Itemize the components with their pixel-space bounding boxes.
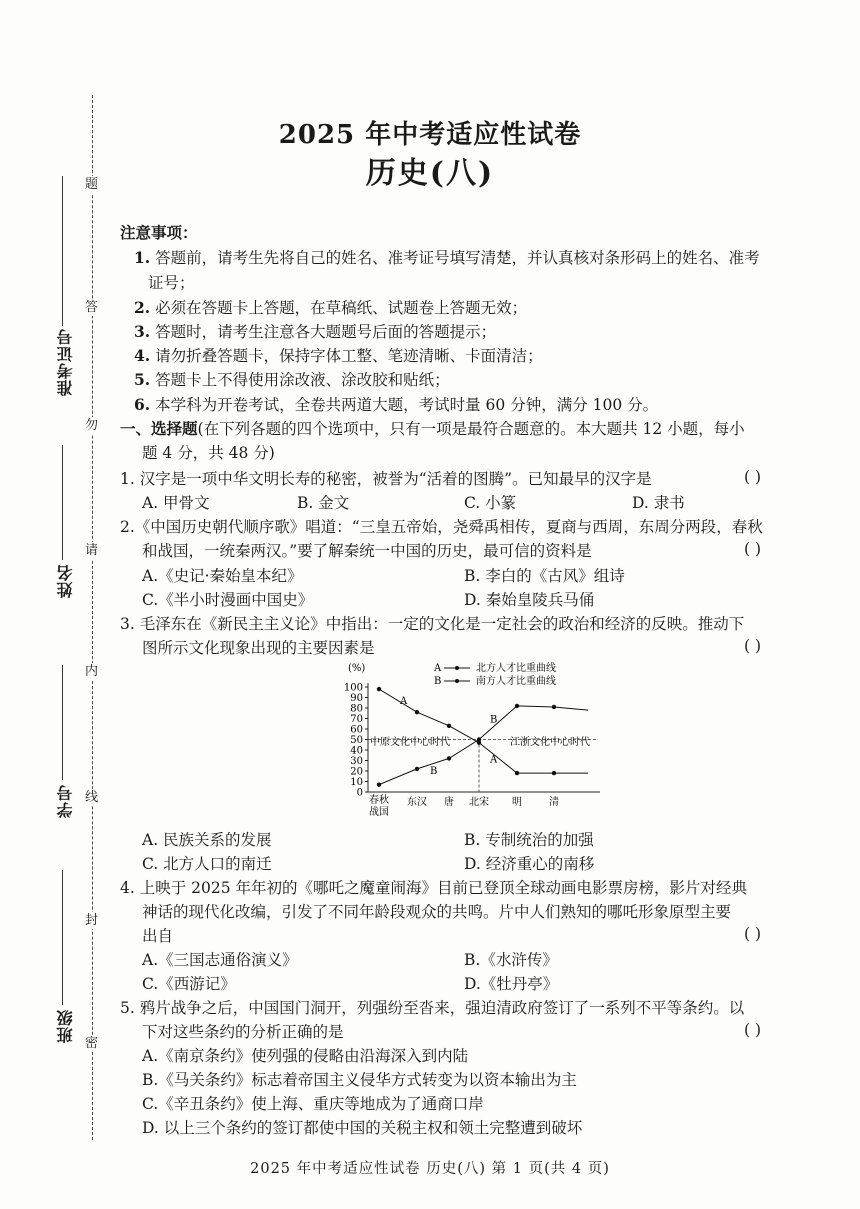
data-point-a — [377, 687, 381, 691]
q1-option-a[interactable]: A. 甲骨文 — [142, 494, 210, 512]
talent-ratio-chart — [330, 656, 610, 826]
field-line — [62, 870, 63, 1005]
x-tick-label: 清 — [549, 797, 559, 808]
q5-option-c[interactable]: C.《辛丑条约》使上海、重庆等地成为了通商口岸 — [142, 1095, 484, 1113]
chart-axes — [348, 663, 365, 674]
q4-option-d[interactable]: D.《牡丹亭》 — [464, 975, 559, 993]
q4-option-b[interactable]: B.《水浒传》 — [464, 951, 558, 969]
section-desc-cont: 题 4 分，共 48 分) — [142, 444, 275, 462]
data-point-a — [552, 771, 556, 775]
x-tick-label: 东汉 — [407, 797, 427, 808]
notice-text: 答题前，请考生先将自己的姓名、准考证号填写清楚，并认真核对条形码上的姓名、准考 — [155, 249, 760, 267]
field-line — [62, 176, 63, 326]
data-point-b — [415, 767, 419, 771]
q1-option-d[interactable]: D. 隶书 — [632, 494, 685, 512]
q3-option-c[interactable]: C. 北方人口的南迁 — [142, 855, 272, 873]
series-b-label: B — [490, 714, 498, 726]
notice-text-cont: 证号； — [148, 274, 195, 292]
notice-num: 1. — [134, 248, 151, 267]
section-desc: (在下列各题的四个选项中，只有一项是最符合题意的。本大题共 12 小题，每小 — [197, 420, 745, 438]
y-axis-unit: (%) — [348, 663, 366, 674]
field-exam-id-label: 准考证号 — [56, 328, 75, 396]
q2-option-c[interactable]: C.《半小时漫画中国史》 — [142, 591, 314, 609]
notice-text: 答题时，请考生注意各大题题号后面的答题提示； — [155, 323, 497, 341]
field-class-label: 班级 — [56, 1009, 75, 1043]
data-point-b — [477, 737, 481, 741]
binding-dashed-line — [92, 95, 93, 1140]
x-tick-label: 北宋 — [469, 797, 489, 808]
notice-text: 必须在答题卡上答题，在草稿纸、试题卷上答题无效； — [155, 299, 528, 317]
q1-answer-paren[interactable]: ( ) — [744, 468, 762, 486]
binding-char: 内 — [85, 664, 99, 679]
q4-stem: 4. 上映于 2025 年年初的《哪吒之魔童闹海》目前已登顶全球动画电影票房榜，影片对经典 — [120, 879, 748, 897]
notice-item — [134, 321, 496, 343]
q2-stem-cont: 和战国，一统秦两汉。”要了解秦统一中国的历史，最可信的资料是 — [142, 542, 592, 560]
exam-title: 2025 年中考适应性试卷 — [278, 120, 582, 150]
series-a-label: A — [400, 695, 408, 707]
series-line-a — [379, 689, 588, 773]
notice-num: 6. — [134, 395, 151, 414]
notice-num: 3. — [134, 322, 151, 341]
x-tick-label: 明 — [512, 797, 522, 808]
section-title: 一、选择题 — [120, 419, 198, 438]
y-tick-label: 50 — [350, 735, 363, 746]
notice-num: 4. — [134, 346, 151, 365]
field-line — [62, 665, 63, 780]
q1-stem: 1. 汉字是一项中华文明长寿的秘密，被誉为“活着的图腾”。已知最早的汉字是 — [120, 470, 652, 488]
y-tick-label: 30 — [350, 756, 363, 767]
y-tick-label: 40 — [350, 745, 363, 757]
q4-stem-cont2: 出自 — [142, 927, 174, 945]
notice-item — [134, 345, 543, 367]
series-b-label: B — [430, 766, 438, 778]
q4-option-a[interactable]: A.《三国志通俗演义》 — [142, 951, 298, 969]
x-tick-label: 唐 — [444, 797, 454, 808]
q2-stem: 2.《中国历史朝代顺序歌》唱道：“三皇五帝始，尧舜禹相传，夏商与西周，东周分两段，春秋 — [120, 518, 763, 536]
series-a-label: A — [490, 754, 498, 766]
exam-subject: 历史(八) — [365, 156, 495, 191]
binding-char: 密 — [85, 1036, 99, 1051]
q1-option-b[interactable]: B. 金文 — [297, 494, 350, 512]
binding-char: 线 — [85, 790, 99, 805]
notice-item — [134, 394, 658, 416]
legend-entry: 北方人才比重曲线 — [476, 663, 556, 674]
field-line — [62, 445, 63, 560]
y-tick-label: 100 — [343, 682, 363, 694]
q5-option-b[interactable]: B.《马关条约》标志着帝国主义侵华方式转变为以资本输出为主 — [142, 1071, 577, 1089]
binding-char: 题 — [85, 177, 99, 192]
y-tick-label: 10 — [350, 777, 363, 788]
notice-num: 5. — [134, 370, 151, 389]
q2-answer-paren[interactable]: ( ) — [744, 540, 762, 558]
legend-dot — [455, 666, 459, 670]
data-point-a — [515, 771, 519, 775]
q2-option-b[interactable]: B. 李白的《古风》组诗 — [464, 567, 625, 585]
q4-stem-cont: 神话的现代化改编，引发了不同年龄段观众的共鸣。片中人们熟知的哪吒形象原型主要 — [142, 903, 732, 921]
x-tick-label: 春秋 — [369, 795, 389, 806]
notice-text: 答题卡上不得使用涂改液、涂改胶和贴纸； — [155, 371, 450, 389]
y-tick-label: 60 — [350, 724, 363, 736]
data-point-a — [447, 724, 451, 728]
q2-option-a[interactable]: A.《史记·秦始皇本纪》 — [142, 567, 303, 585]
field-student-no-label: 学号 — [56, 784, 75, 818]
q3-answer-paren[interactable]: ( ) — [744, 637, 762, 655]
region-label-jiangzhe: 江浙文化中心时代 — [510, 736, 590, 748]
q5-option-a[interactable]: A.《南京条约》使列强的侵略由沿海深入到内陆 — [142, 1047, 469, 1065]
section-heading — [120, 418, 745, 440]
q3-option-a[interactable]: A. 民族关系的发展 — [142, 831, 272, 849]
field-name-label: 姓名 — [56, 564, 75, 598]
notice-num: 2. — [134, 298, 151, 317]
q2-option-d[interactable]: D. 秦始皇陵兵马俑 — [464, 591, 595, 609]
binding-char: 勿 — [85, 418, 99, 433]
y-tick-label: 70 — [350, 714, 363, 725]
q5-stem-cont: 下对这些条约的分析正确的是 — [142, 1023, 344, 1041]
data-point-b — [552, 705, 556, 709]
binding-char: 封 — [85, 913, 99, 928]
data-point-b — [377, 782, 381, 786]
q3-option-b[interactable]: B. 专制统治的加强 — [464, 831, 594, 849]
data-point-b — [515, 704, 519, 708]
q4-answer-paren[interactable]: ( ) — [744, 925, 762, 943]
y-tick-label: 0 — [356, 787, 363, 799]
q4-option-c[interactable]: C.《西游记》 — [142, 975, 236, 993]
notice-text: 本学科为开卷考试，全卷共两道大题，考试时量 60 分钟，满分 100 分。 — [155, 396, 659, 414]
data-point-b — [447, 756, 451, 760]
page-footer: 2025 年中考适应性试卷 历史(八) 第 1 页(共 4 页) — [250, 1161, 610, 1177]
x-tick-label: 战国 — [369, 807, 389, 818]
q5-stem: 5. 鸦片战争之后，中国国门洞开，列强纷至沓来，强迫清政府签订了一系列不平等条约。以 — [120, 999, 745, 1017]
q5-answer-paren[interactable]: ( ) — [744, 1021, 762, 1039]
y-tick-label: 90 — [350, 693, 363, 704]
legend-entry: 南方人才比重曲线 — [476, 676, 556, 687]
data-point-a — [415, 710, 419, 714]
notice-text: 请勿折叠答题卡，保持字体工整、笔迹清晰、卡面清洁； — [155, 347, 543, 365]
legend-marker-label: A — [434, 663, 442, 674]
legend-dot — [455, 679, 459, 683]
binding-char: 请 — [85, 543, 99, 558]
y-tick-label: 80 — [350, 703, 363, 715]
region-label-central: 中原文化中心时代 — [370, 736, 450, 748]
notice-item — [134, 247, 760, 269]
q3-stem-cont: 图所示文化现象出现的主要因素是 — [142, 639, 375, 657]
notice-item — [134, 297, 527, 319]
notice-heading: 注意事项： — [120, 223, 198, 242]
q5-option-d[interactable]: D. 以上三个条约的签订都使中国的关税主权和领土完整遭到破坏 — [142, 1119, 583, 1137]
q3-option-d[interactable]: D. 经济重心的南移 — [464, 855, 595, 873]
binding-char: 答 — [85, 300, 99, 315]
legend-marker-label: B — [434, 676, 442, 687]
y-tick-label: 20 — [350, 766, 363, 778]
q3-stem: 3. 毛泽东在《新民主主义论》中指出：一定的文化是一定社会的政治和经济的反映。推动下 — [120, 615, 745, 633]
q1-option-c[interactable]: C. 小篆 — [464, 494, 517, 512]
notice-item — [134, 369, 450, 391]
